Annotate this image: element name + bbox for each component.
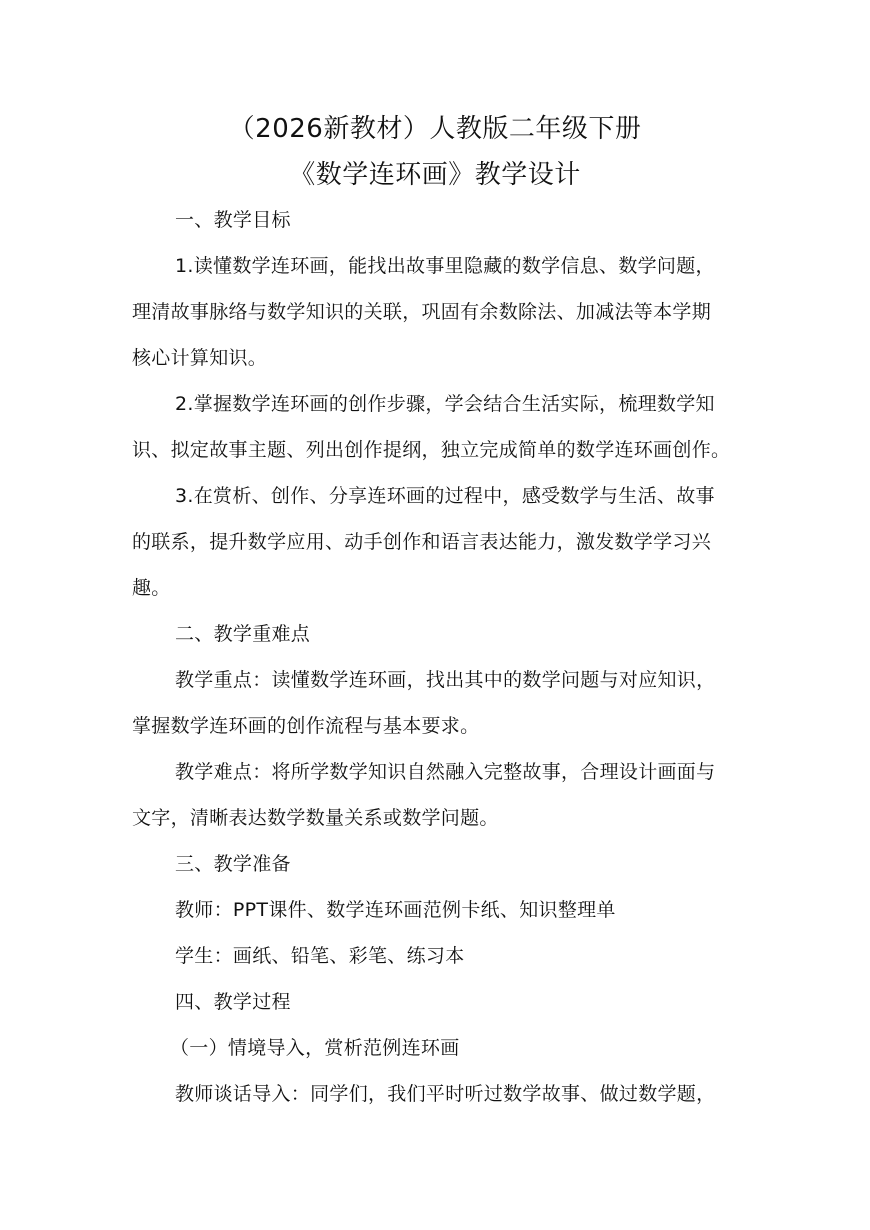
paragraph-line: 学生：画纸、铅笔、彩笔、练习本	[175, 945, 465, 967]
paragraph-line: 教学重点：读懂数学连环画，找出其中的数学问题与对应知识，	[175, 669, 716, 691]
paragraph-line: 的联系，提升数学应用、动手创作和语言表达能力，激发数学学习兴	[132, 531, 712, 553]
paragraph-line: 教师：PPT课件、数学连环画范例卡纸、知识整理单	[175, 899, 616, 921]
paragraph-line: 核心计算知识。	[132, 347, 268, 369]
section-heading-process: 四、教学过程	[175, 991, 291, 1013]
paragraph-line: 趣。	[132, 577, 171, 599]
paragraph-line: 教师谈话导入：同学们，我们平时听过数学故事、做过数学题，	[175, 1083, 716, 1105]
document-title-line2: 《数学连环画》教学设计	[289, 160, 581, 190]
paragraph-line: 2.掌握数学连环画的创作步骤，学会结合生活实际，梳理数学知	[175, 393, 715, 415]
paragraph-line: 掌握数学连环画的创作流程与基本要求。	[132, 715, 480, 737]
document-title-line1: （2026新教材）人教版二年级下册	[228, 114, 642, 144]
paragraph-line: 识、拟定故事主题、列出创作提纲，独立完成简单的数学连环画创作。	[132, 439, 731, 461]
paragraph-line: 1.读懂数学连环画，能找出故事里隐藏的数学信息、数学问题，	[175, 255, 715, 277]
section-heading-preparation: 三、教学准备	[175, 853, 291, 875]
paragraph-line: 教学难点：将所学数学知识自然融入完整故事，合理设计画面与	[175, 761, 716, 783]
paragraph-line: 3.在赏析、创作、分享连环画的过程中，感受数学与生活、故事	[175, 485, 715, 507]
section-heading-key-points: 二、教学重难点	[175, 623, 311, 645]
subsection-heading: （一）情境导入，赏析范例连环画	[170, 1037, 460, 1059]
section-heading-objectives: 一、教学目标	[175, 209, 291, 231]
paragraph-line: 理清故事脉络与数学知识的关联，巩固有余数除法、加减法等本学期	[132, 301, 712, 323]
paragraph-line: 文字，清晰表达数学数量关系或数学问题。	[132, 807, 499, 829]
